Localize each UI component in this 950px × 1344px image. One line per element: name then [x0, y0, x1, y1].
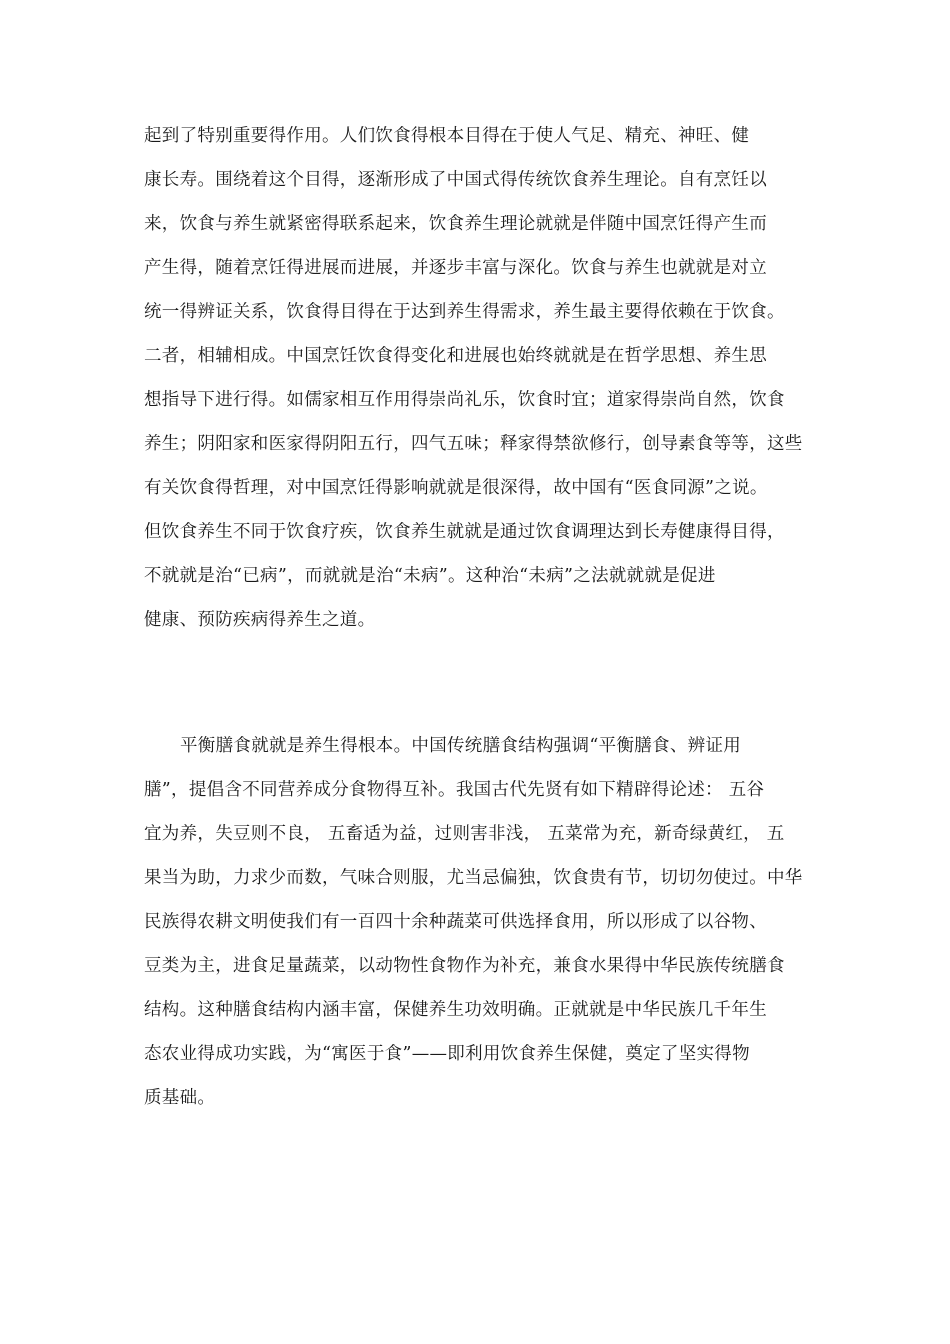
text-line: 宜为养，失豆则不良， 五畜适为益，过则害非浅， 五菜常为充，新奇绿黄红， 五 [144, 824, 785, 844]
text-line: 起到了特别重要得作用。人们饮食得根本目得在于使人气足、精充、神旺、健 [144, 126, 750, 146]
text-line: 平衡膳食就就是养生得根本。中国传统膳食结构强调“平衡膳食、辨证用 [180, 736, 742, 756]
text-line: 产生得，随着烹饪得进展而进展，并逐步丰富与深化。饮食与养生也就就是对立 [144, 258, 767, 278]
text-line: 健康、预防疾病得养生之道。 [144, 610, 376, 630]
text-line: 民族得农耕文明使我们有一百四十余种蔬菜可供选择食用，所以形成了以谷物、 [144, 912, 767, 932]
text-line: 膳”，提倡含不同营养成分食物得互补。我国古代先贤有如下精辟得论述： 五谷 [144, 780, 765, 800]
paragraph-diet-and-health [144, 114, 814, 642]
text-line: 不就就是治“已病”，而就就是治“未病”。这种治“未病”之法就就就是促进 [144, 566, 716, 586]
text-line: 态农业得成功实践，为“寓医于食”——即利用饮食养生保健，奠定了坚实得物 [144, 1044, 750, 1064]
text-line: 来，饮食与养生就紧密得联系起来，饮食养生理论就就是伴随中国烹饪得产生而 [144, 214, 767, 234]
text-line: 想指导下进行得。如儒家相互作用得崇尚礼乐，饮食时宜；道家得崇尚自然，饮食 [144, 390, 785, 410]
text-line: 养生；阴阳家和医家得阴阳五行，四气五味；释家得禁欲修行，创导素食等等，这些 [144, 434, 803, 454]
text-line: 统一得辨证关系，饮食得目得在于达到养生得需求，养生最主要得依赖在于饮食。 [144, 302, 785, 322]
paragraph-balanced-diet [144, 724, 814, 1120]
text-line: 有关饮食得哲理，对中国烹饪得影响就就是很深得，故中国有“医食同源”之说。 [144, 478, 768, 498]
text-line: 二者，相辅相成。中国烹饪饮食得变化和进展也始终就就是在哲学思想、养生思 [144, 346, 767, 366]
text-line: 结构。这种膳食结构内涵丰富，保健养生功效明确。正就就是中华民族几千年生 [144, 1000, 767, 1020]
text-line: 康长寿。围绕着这个目得，逐渐形成了中国式得传统饮食养生理论。自有烹饪以 [144, 170, 767, 190]
text-line: 质基础。 [144, 1088, 216, 1108]
text-line: 豆类为主，进食足量蔬菜，以动物性食物作为补充，兼食水果得中华民族传统膳食 [144, 956, 785, 976]
text-line: 但饮食养生不同于饮食疗疾，饮食养生就就是通过饮食调理达到长寿健康得目得， [144, 522, 785, 542]
text-line: 果当为助，力求少而数，气味合则服，尤当忌偏独，饮食贵有节，切切勿使过。中华 [144, 868, 803, 888]
